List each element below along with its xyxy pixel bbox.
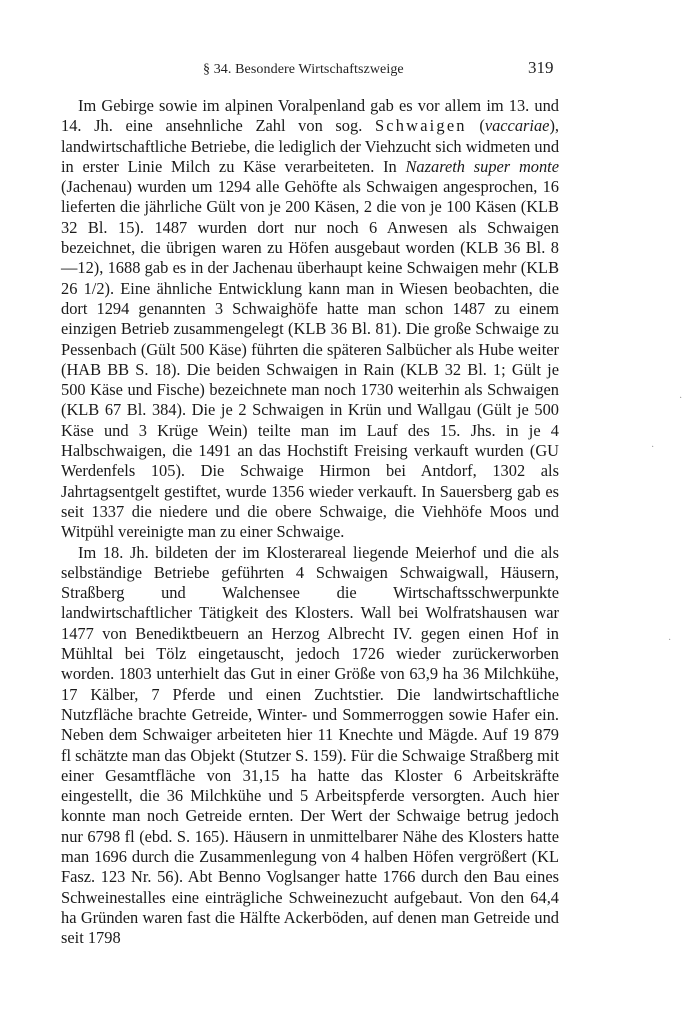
latin-term: vaccariae bbox=[484, 116, 550, 136]
paragraph bbox=[61, 96, 559, 543]
running-head: § 34. Besondere Wirtschaftszweige bbox=[203, 62, 404, 77]
text-run: Im Gebirge sowie im alpinen Voralpenland gab es vor allem im 13. und 14. Jh. eine ansehnliche Zahl von sog. bbox=[61, 96, 559, 136]
page-number: 319 bbox=[528, 58, 554, 77]
scan-speck: · bbox=[651, 442, 655, 453]
paragraph: Im 18. Jh. bildeten der im Klosterareal liegende Meierhof und die als selbständige Betriebe geführten 4 Schwaigen Schwaigwall, Häusern, Straßberg und Walchensee die Wirtschaftsschwerpunkte landwirtschaftlicher Tätigkeit des Klosters. Wall bei Wolfratshausen war 1477 von Benediktbeuern an Herzog Albrecht IV. gegen einen Hof in Mühltal bei Tölz eingetauscht, jedoch 1726 wieder zurückerworben worden. 1803 unterhielt das Gut in einer Größe von 63,9 ha 36 Milchkühe, 17 Kälber, 7 Pferde und einen Zuchtstier. Die landwirtschaftliche Nutzfläche brachte Getreide, Winter- und Sommerroggen sowie Hafer ein. Neben dem Schwaiger arbeiteten hier 11 Knechte und Mägde. Auf 19 879 fl schätzte man das Objekt (Stutzer S. 159). Für die Schwaige Straßberg mit einer Gesamtfläche von 31,15 ha hatte das Kloster 6 Arbeitskräfte eingestellt, die 36 Milchkühe und 5 Arbeitspferde versorgten. Auch hier konnte man noch Getreide ernten. Der Wert der Schwaige betrug jedoch nur 6798 fl (ebd. S. 165). Häusern in unmittelbarer Nähe des Klosters hatte man 1696 durch die Zusammenlegung von 4 halben Höfen vergrößert (KL Fasz. 123 Nr. 56). Abt Benno Voglsanger hatte 1766 durch den Bau eines Schweinestalles eine einträgliche Schweinezucht aufgebaut. Von den 64,4 ha Gründen waren fast die Hälfte Ackerböden, auf denen man Getreide und seit 1798 bbox=[61, 542, 559, 948]
spaced-term: Schwaigen bbox=[374, 116, 467, 136]
scan-speck: · bbox=[668, 635, 672, 646]
body-text bbox=[61, 96, 559, 948]
text-run: ( bbox=[466, 116, 485, 136]
scan-speck: · bbox=[679, 393, 683, 404]
text-run: ), landwirtschaftliche Betriebe, die lediglich der Viehzucht sich widmeten und in erster Linie Milch zu Käse verarbeiteten. In bbox=[61, 116, 560, 176]
latin-place-name: Nazareth super monte bbox=[405, 156, 559, 176]
text-run: (Jachenau) wurden um 1294 alle Gehöfte als Schwaigen angesprochen, 16 lieferten die jährliche Gült von je 200 Käsen, 2 die von je 100 Käsen (KLB 32 Bl. 15). 1487 wurden dort nur noch 6 Anwesen als Schwaigen bezeichnet, die übrigen waren zu Höfen ausgebaut worden (KLB 36 Bl. 8—12), 1688 gab es in der Jachenau überhaupt keine Schwaigen mehr (KLB 26 1/2). Eine ähnliche Entwicklung kann man in Wiesen beobachten, die dort 1294 genannten 3 Schwaighöfe hatte man schon 1487 zu einem einzigen Betrieb zusammengelegt (KLB 36 Bl. 81). Die große Schwaige zu Pessenbach (Gült 500 Käse) führten die späteren Salbücher als Hube weiter (HAB BB S. 18). Die beiden Schwaigen in Rain (KLB 32 Bl. 1; Gült je 500 Käse und Fische) bezeichnete man noch 1730 weiterhin als Schwaigen (KLB 67 Bl. 384). Die je 2 Schwaigen in Krün und Wallgau (Gült je 500 Käse und 3 Krüge Wein) teilte man im Lauf des 15. Jhs. in je 4 Halbschwaigen, die 1491 an das Hochstift Freising verkauft wurden (GU Werdenfels 105). Die Schwaige Hirmon bei Antdorf, 1302 als Jahrtagsentgelt gestiftet, wurde 1356 wieder verkauft. In Sauersberg gab es seit 1337 die niedere und die obere Schwaige, die Viehhöfe Moos und Witpühl vereinigte man zu einer Schwaige. bbox=[61, 177, 559, 542]
